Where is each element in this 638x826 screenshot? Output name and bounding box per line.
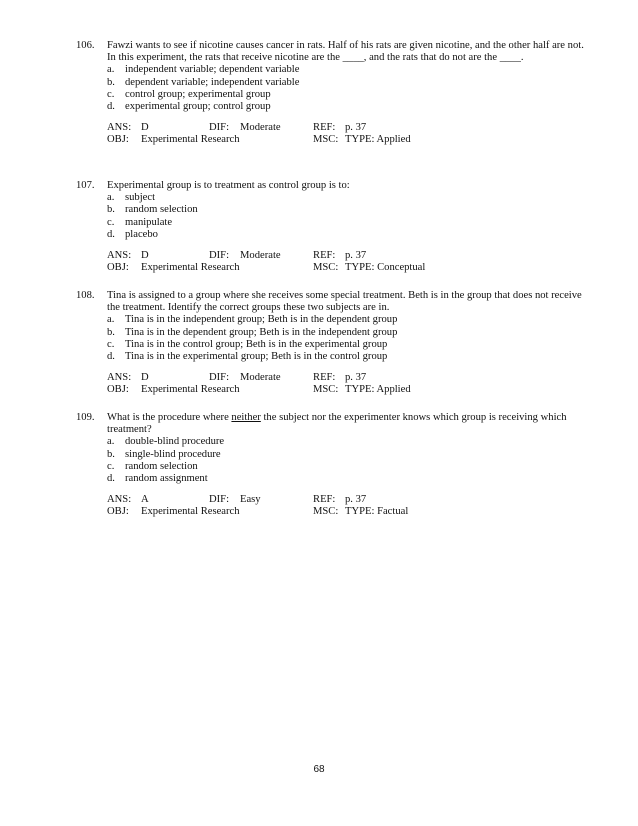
ref-value: p. 37 [345,372,367,384]
option-letter: d. [107,101,115,113]
option-letter: c. [107,338,115,350]
ans-label: ANS: [107,250,132,262]
option-letter: d. [107,228,115,240]
option-text: random selection [125,204,198,216]
option-text: control group; experimental group [125,88,271,100]
answer-metadata [107,372,586,396]
option-text: manipulate [125,216,173,228]
option-d [107,473,586,485]
obj-label: OBJ: [107,134,129,146]
option-text: dependent variable; independent variable [125,76,300,88]
option-letter: a. [107,192,115,204]
msc-label: MSC: [313,384,339,396]
option-a [107,436,586,448]
ref-label: REF: [313,250,336,262]
dif-value: Easy [240,494,261,506]
question-text-end: the subject nor the experimenter knows which group is receiving which treatment? [107,412,567,436]
option-text: experimental group; control group [125,101,271,113]
dif-value: Moderate [240,250,281,262]
option-c [107,461,586,473]
option-letter: a. [107,314,115,326]
question-106 [76,40,586,147]
question-number: 108. [76,290,95,301]
question-number: 109. [76,412,95,423]
option-c [107,89,586,101]
option-b [107,327,586,339]
ans-value: D [141,372,149,384]
ans-value: D [141,122,149,134]
dif-label: DIF: [209,372,230,384]
option-c [107,339,586,351]
answer-options [107,64,586,113]
ans-label: ANS: [107,122,132,134]
question-109 [76,412,586,519]
msc-label: MSC: [313,134,339,146]
answer-options [107,436,586,485]
option-a [107,192,586,204]
ref-value: p. 37 [345,250,367,262]
option-letter: b. [107,204,115,216]
ref-label: REF: [313,494,336,506]
option-letter: a. [107,436,115,448]
obj-label: OBJ: [107,506,129,518]
ref-value: p. 37 [345,494,367,506]
ans-value: D [141,250,149,262]
dif-label: DIF: [209,494,230,506]
msc-value: TYPE: Factual [345,506,409,518]
obj-label: OBJ: [107,384,129,396]
option-d [107,351,586,363]
option-letter: c. [107,460,115,472]
answer-options [107,192,586,241]
dif-label: DIF: [209,122,230,134]
ans-label: ANS: [107,372,132,384]
answer-metadata [107,250,586,274]
option-text: random assignment [125,473,208,485]
obj-value: Experimental Research [141,384,240,396]
question-text-start: What is the procedure where [107,412,232,423]
option-text: Tina is in the independent group; Beth is in the dependent group [125,314,398,326]
option-letter: b. [107,326,115,338]
option-text: single-blind procedure [125,448,221,460]
option-c [107,217,586,229]
option-letter: b. [107,448,115,460]
ans-label: ANS: [107,494,132,506]
question-text: Experimental group is to treatment as control group is to: [107,180,350,191]
answer-metadata [107,122,586,146]
obj-label: OBJ: [107,262,129,274]
answer-options [107,314,586,363]
msc-value: TYPE: Applied [345,384,411,396]
option-letter: b. [107,76,115,88]
ref-value: p. 37 [345,122,367,134]
option-b [107,204,586,216]
dif-value: Moderate [240,122,281,134]
question-number: 107. [76,180,95,191]
answer-metadata [107,494,586,518]
option-d [107,101,586,113]
option-b [107,449,586,461]
msc-label: MSC: [313,506,339,518]
ans-value: A [141,494,149,506]
msc-label: MSC: [313,262,339,274]
option-text: Tina is in the dependent group; Beth is in the independent group [125,326,398,338]
question-text: Tina is assigned to a group where she receives some special treatment. Beth is in the group that does not receive the treatment. Identify the correct groups these two subjects are in. [107,290,582,314]
option-text: subject [125,192,156,204]
ref-label: REF: [313,122,336,134]
dif-label: DIF: [209,250,230,262]
question-number: 106. [76,40,95,51]
obj-value: Experimental Research [141,262,240,274]
option-text: placebo [125,228,158,240]
msc-value: TYPE: Conceptual [345,262,426,274]
option-b [107,77,586,89]
option-letter: d. [107,351,115,363]
underlined-word: neither [231,412,261,423]
option-letter: a. [107,64,115,76]
question-107 [76,180,586,274]
obj-value: Experimental Research [141,134,240,146]
option-d [107,229,586,241]
option-text: random selection [125,460,198,472]
page-number: 68 [313,764,325,775]
option-text: Tina is in the experimental group; Beth is in the control group [125,351,388,363]
option-letter: c. [107,216,115,228]
option-a [107,64,586,76]
option-text: independent variable; dependent variable [125,64,300,76]
question-text: Fawzi wants to see if nicotine causes cancer in rats. Half of his rats are given nicotine, and the other half are not. In this experiment, the rats that receive nicotine are the ____, and the rats that do not are the ____. [107,40,584,64]
question-108 [76,290,586,397]
option-a [107,314,586,326]
question-text [107,412,586,436]
option-text: double-blind procedure [125,436,225,448]
ref-label: REF: [313,372,336,384]
dif-value: Moderate [240,372,281,384]
option-text: Tina is in the control group; Beth is in the experimental group [125,338,388,350]
option-letter: d. [107,473,115,485]
msc-value: TYPE: Applied [345,134,411,146]
option-letter: c. [107,88,115,100]
obj-value: Experimental Research [141,506,240,518]
